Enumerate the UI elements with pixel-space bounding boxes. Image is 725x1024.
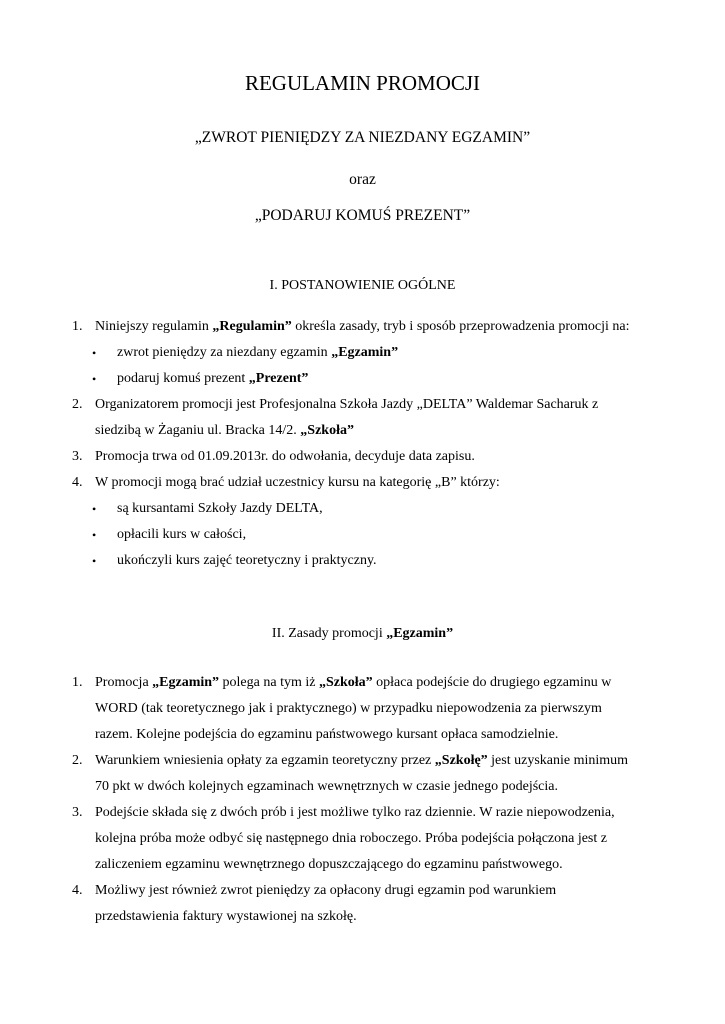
item-text: ukończyli kurs zajęć teoretyczny i praktyczny.	[117, 553, 377, 568]
list-item	[0, 396, 725, 422]
item-text: razem. Kolejne podejścia do egzaminu państwowego kursant opłaca samodzielnie.	[95, 727, 559, 742]
item-text: Promocja trwa od 01.09.2013r. do odwołania, decyduje data zapisu.	[95, 449, 475, 464]
promotion-name-gift: „PODARUJ KOMUŚ PREZENT”	[254, 207, 471, 224]
item-text: 70 pkt w dwóch kolejnych egzaminach wewnętrznych w czasie jednego podejścia.	[95, 779, 558, 794]
item-text: Warunkiem wniesienia opłaty za egzamin teoretyczny przez „Szkołę” jest uzyskanie minimum	[95, 753, 629, 768]
bullet-icon: •	[92, 372, 97, 386]
bullet-item	[0, 500, 725, 526]
list-item-continuation	[0, 830, 725, 856]
item-number: 1.	[72, 675, 83, 690]
item-text: W promocji mogą brać udział uczestnicy kursu na kategorię „B” którzy:	[95, 475, 500, 490]
promotion-name-refund: „ZWROT PIENIĘDZY ZA NIEZDANY EGZAMIN”	[194, 129, 531, 146]
list-item-continuation	[0, 422, 725, 448]
item-text: Promocja „Egzamin” polega na tym iż „Szkoła” opłaca podejście do drugiego egzaminu w	[95, 675, 612, 690]
list-item	[0, 448, 725, 474]
item-number: 2.	[72, 753, 83, 768]
item-text: opłacili kurs w całości,	[117, 527, 247, 542]
item-text: Możliwy jest również zwrot pieniędzy za opłacony drugi egzamin pod warunkiem	[95, 883, 557, 898]
item-number: 3.	[72, 449, 83, 464]
bullet-item	[0, 370, 725, 396]
bullet-icon: •	[92, 346, 97, 360]
list-item-continuation	[0, 700, 725, 726]
item-number: 4.	[72, 475, 83, 490]
bullet-icon: •	[92, 528, 97, 542]
item-text: siedzibą w Żaganiu ul. Bracka 14/2. „Szkoła”	[95, 423, 354, 438]
item-text: zwrot pieniędzy za niezdany egzamin „Egzamin”	[117, 345, 399, 360]
bullet-item	[0, 344, 725, 370]
list-item-continuation	[0, 726, 725, 752]
item-text: Podejście składa się z dwóch prób i jest możliwe tylko raz dziennie. W razie niepowodzenia,	[95, 805, 615, 820]
bullet-icon: •	[92, 502, 97, 516]
list-item	[0, 752, 725, 778]
document-title: REGULAMIN PROMOCJI	[244, 71, 481, 95]
section-2-heading: II. Zasady promocji „Egzamin”	[271, 626, 454, 641]
item-number: 4.	[72, 883, 83, 898]
item-text: Niniejszy regulamin „Regulamin” określa zasady, tryb i sposób przeprowadzenia promocji na:	[95, 319, 630, 334]
list-item-continuation	[0, 778, 725, 804]
item-text: Organizatorem promocji jest Profesjonalna Szkoła Jazdy „DELTA” Waldemar Sacharuk z	[95, 397, 599, 412]
bullet-item	[0, 552, 725, 578]
list-item	[0, 674, 725, 700]
list-item-continuation	[0, 856, 725, 882]
item-text: przedstawienia faktury wystawionej na szkołę.	[95, 909, 357, 924]
item-number: 1.	[72, 319, 83, 334]
section-1-body	[0, 318, 725, 578]
list-item	[0, 474, 725, 500]
item-text: WORD (tak teoretycznego jak i praktycznego) w przypadku niepowodzenia za pierwszym	[95, 701, 602, 716]
item-number: 2.	[72, 397, 83, 412]
item-text: kolejna próba może odbyć się następnego dnia roboczego. Próba podejścia połączona jest z	[95, 831, 607, 846]
item-text: zaliczeniem egzaminu wewnętrznego dopuszczającego do egzaminu państwowego.	[95, 857, 563, 872]
bullet-icon: •	[92, 554, 97, 568]
list-item	[0, 882, 725, 908]
item-number: 3.	[72, 805, 83, 820]
item-text: są kursantami Szkoły Jazdy DELTA,	[117, 501, 323, 516]
item-text: podaruj komuś prezent „Prezent”	[117, 371, 309, 386]
list-item	[0, 318, 725, 344]
section-2-body	[0, 674, 725, 934]
bullet-item	[0, 526, 725, 552]
list-item	[0, 804, 725, 830]
conjunction-text: oraz	[349, 171, 376, 188]
list-item-continuation	[0, 908, 725, 934]
section-1-heading: I. POSTANOWIENIE OGÓLNE	[269, 278, 456, 293]
